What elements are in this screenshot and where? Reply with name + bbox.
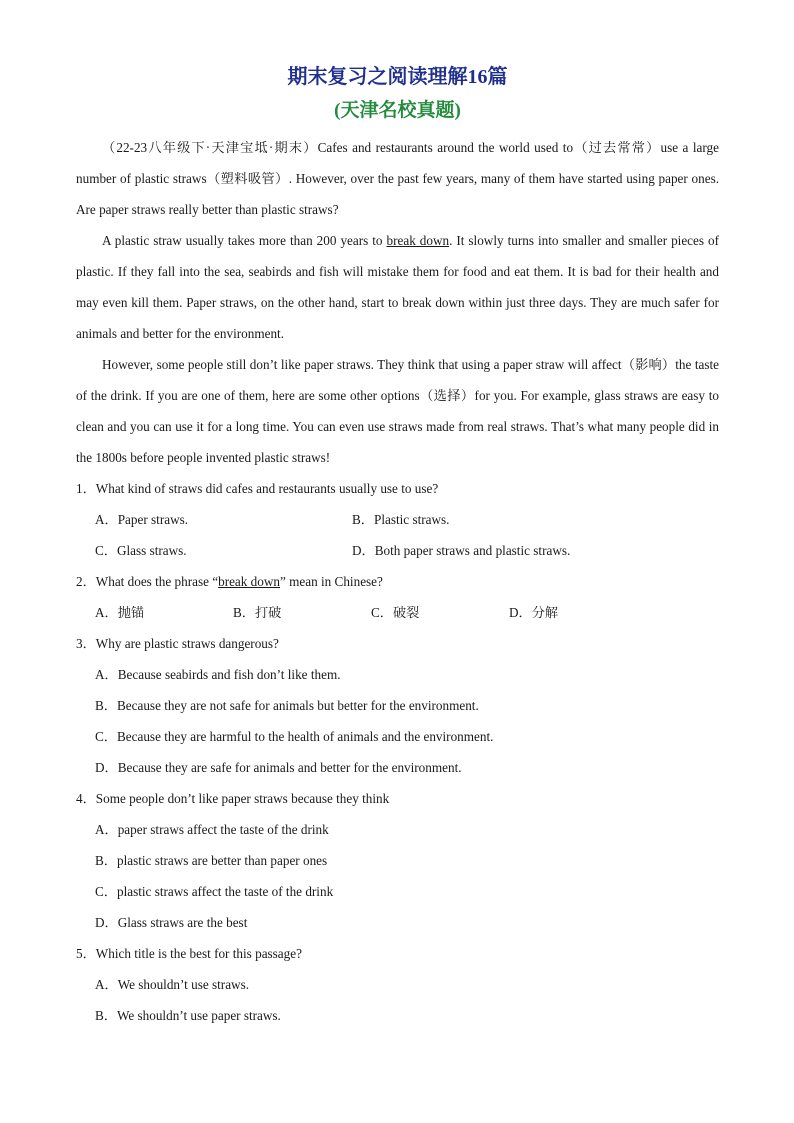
option-b: B．Plastic straws. (352, 512, 450, 527)
passage-paragraph-1 (76, 132, 719, 225)
question-number: 2． (76, 574, 96, 589)
option-c: C．破裂 (371, 605, 420, 620)
passage-paragraph-3 (76, 349, 719, 473)
question-4-options (76, 814, 719, 938)
option-d: D．Because they are safe for animals and better for the environment. (95, 760, 462, 775)
question-3-options (76, 659, 719, 783)
question-5-options (76, 969, 719, 1031)
option-b: B．We shouldn’t use paper straws. (95, 1008, 281, 1023)
option-c: C．Because they are harmful to the health of animals and the environment. (95, 729, 494, 744)
question-number: 4． (76, 791, 96, 806)
option-b: B．plastic straws are better than paper ones (95, 853, 328, 868)
question-1-options (76, 504, 719, 566)
question-text: Which title is the best for this passage? (95, 946, 302, 961)
option-a: A．Because seabirds and fish don’t like them. (95, 667, 341, 682)
option-c: C．Glass straws. (95, 543, 187, 558)
question-3 (76, 628, 719, 659)
option-d: D．分解 (509, 605, 559, 620)
passage-text: . It slowly turns into smaller and smaller pieces of plastic. If they fall into the sea, seabirds and fish will mistake them for food and eat them. It is bad for their health and may even kill them. Paper straws, on the other hand, start to break down within just three days. They are much safer for animals and better for the environment. (76, 233, 719, 341)
passage-text: Cafes and restaurants around the world used to（过去常常）use a large number of plastic straws（塑料吸管）. However, over the past few years, many of them have started using paper ones. Are paper straws really better than plastic straws? (76, 140, 719, 217)
option-a: A．paper straws affect the taste of the drink (95, 822, 329, 837)
option-d: D．Both paper straws and plastic straws. (352, 543, 571, 558)
passage-paragraph-2 (76, 225, 719, 349)
document-subtitle: (天津名校真题) (334, 100, 461, 121)
question-number: 3． (76, 636, 96, 651)
option-a: A．Paper straws. (95, 512, 189, 527)
document-title: 期末复习之阅读理解16篇 (287, 66, 508, 88)
question-text: What kind of straws did cafes and restaurants usually use to use? (95, 481, 439, 496)
passage-text: However, some people still don’t like paper straws. They think that using a paper straw will affect（影响）the taste of the drink. If you are one of them, here are some other options（选择）for you. For example, glass straws are easy to clean and you can use it for a long time. You can even use straws made from real straws. That’s what many people did in the 1800s before people invented plastic straws! (76, 357, 719, 465)
question-2 (76, 566, 719, 597)
option-b: B．Because they are not safe for animals but better for the environment. (95, 698, 479, 713)
option-b: B．打破 (233, 605, 282, 620)
question-text: What does the phrase “ (95, 574, 219, 589)
question-5 (76, 938, 719, 969)
option-a: A．We shouldn’t use straws. (95, 977, 249, 992)
question-number: 1． (76, 481, 96, 496)
document-page (76, 60, 719, 1031)
passage-text: A plastic straw usually takes more than 200 years to (102, 233, 387, 248)
underlined-phrase: break down (386, 233, 450, 248)
option-d: D．Glass straws are the best (95, 915, 248, 930)
question-number: 5． (76, 946, 96, 961)
question-2-options (76, 597, 719, 628)
question-text: Why are plastic straws dangerous? (95, 636, 279, 651)
question-1 (76, 473, 719, 504)
underlined-phrase: break down (218, 574, 280, 589)
passage-source: （22-23八年级下·天津宝坻·期末） (102, 140, 318, 155)
question-4 (76, 783, 719, 814)
option-a: A．抛锚 (95, 605, 145, 620)
option-c: C．plastic straws affect the taste of the drink (95, 884, 334, 899)
question-text: ” mean in Chinese? (279, 574, 383, 589)
question-text: Some people don’t like paper straws because they think (95, 791, 390, 806)
